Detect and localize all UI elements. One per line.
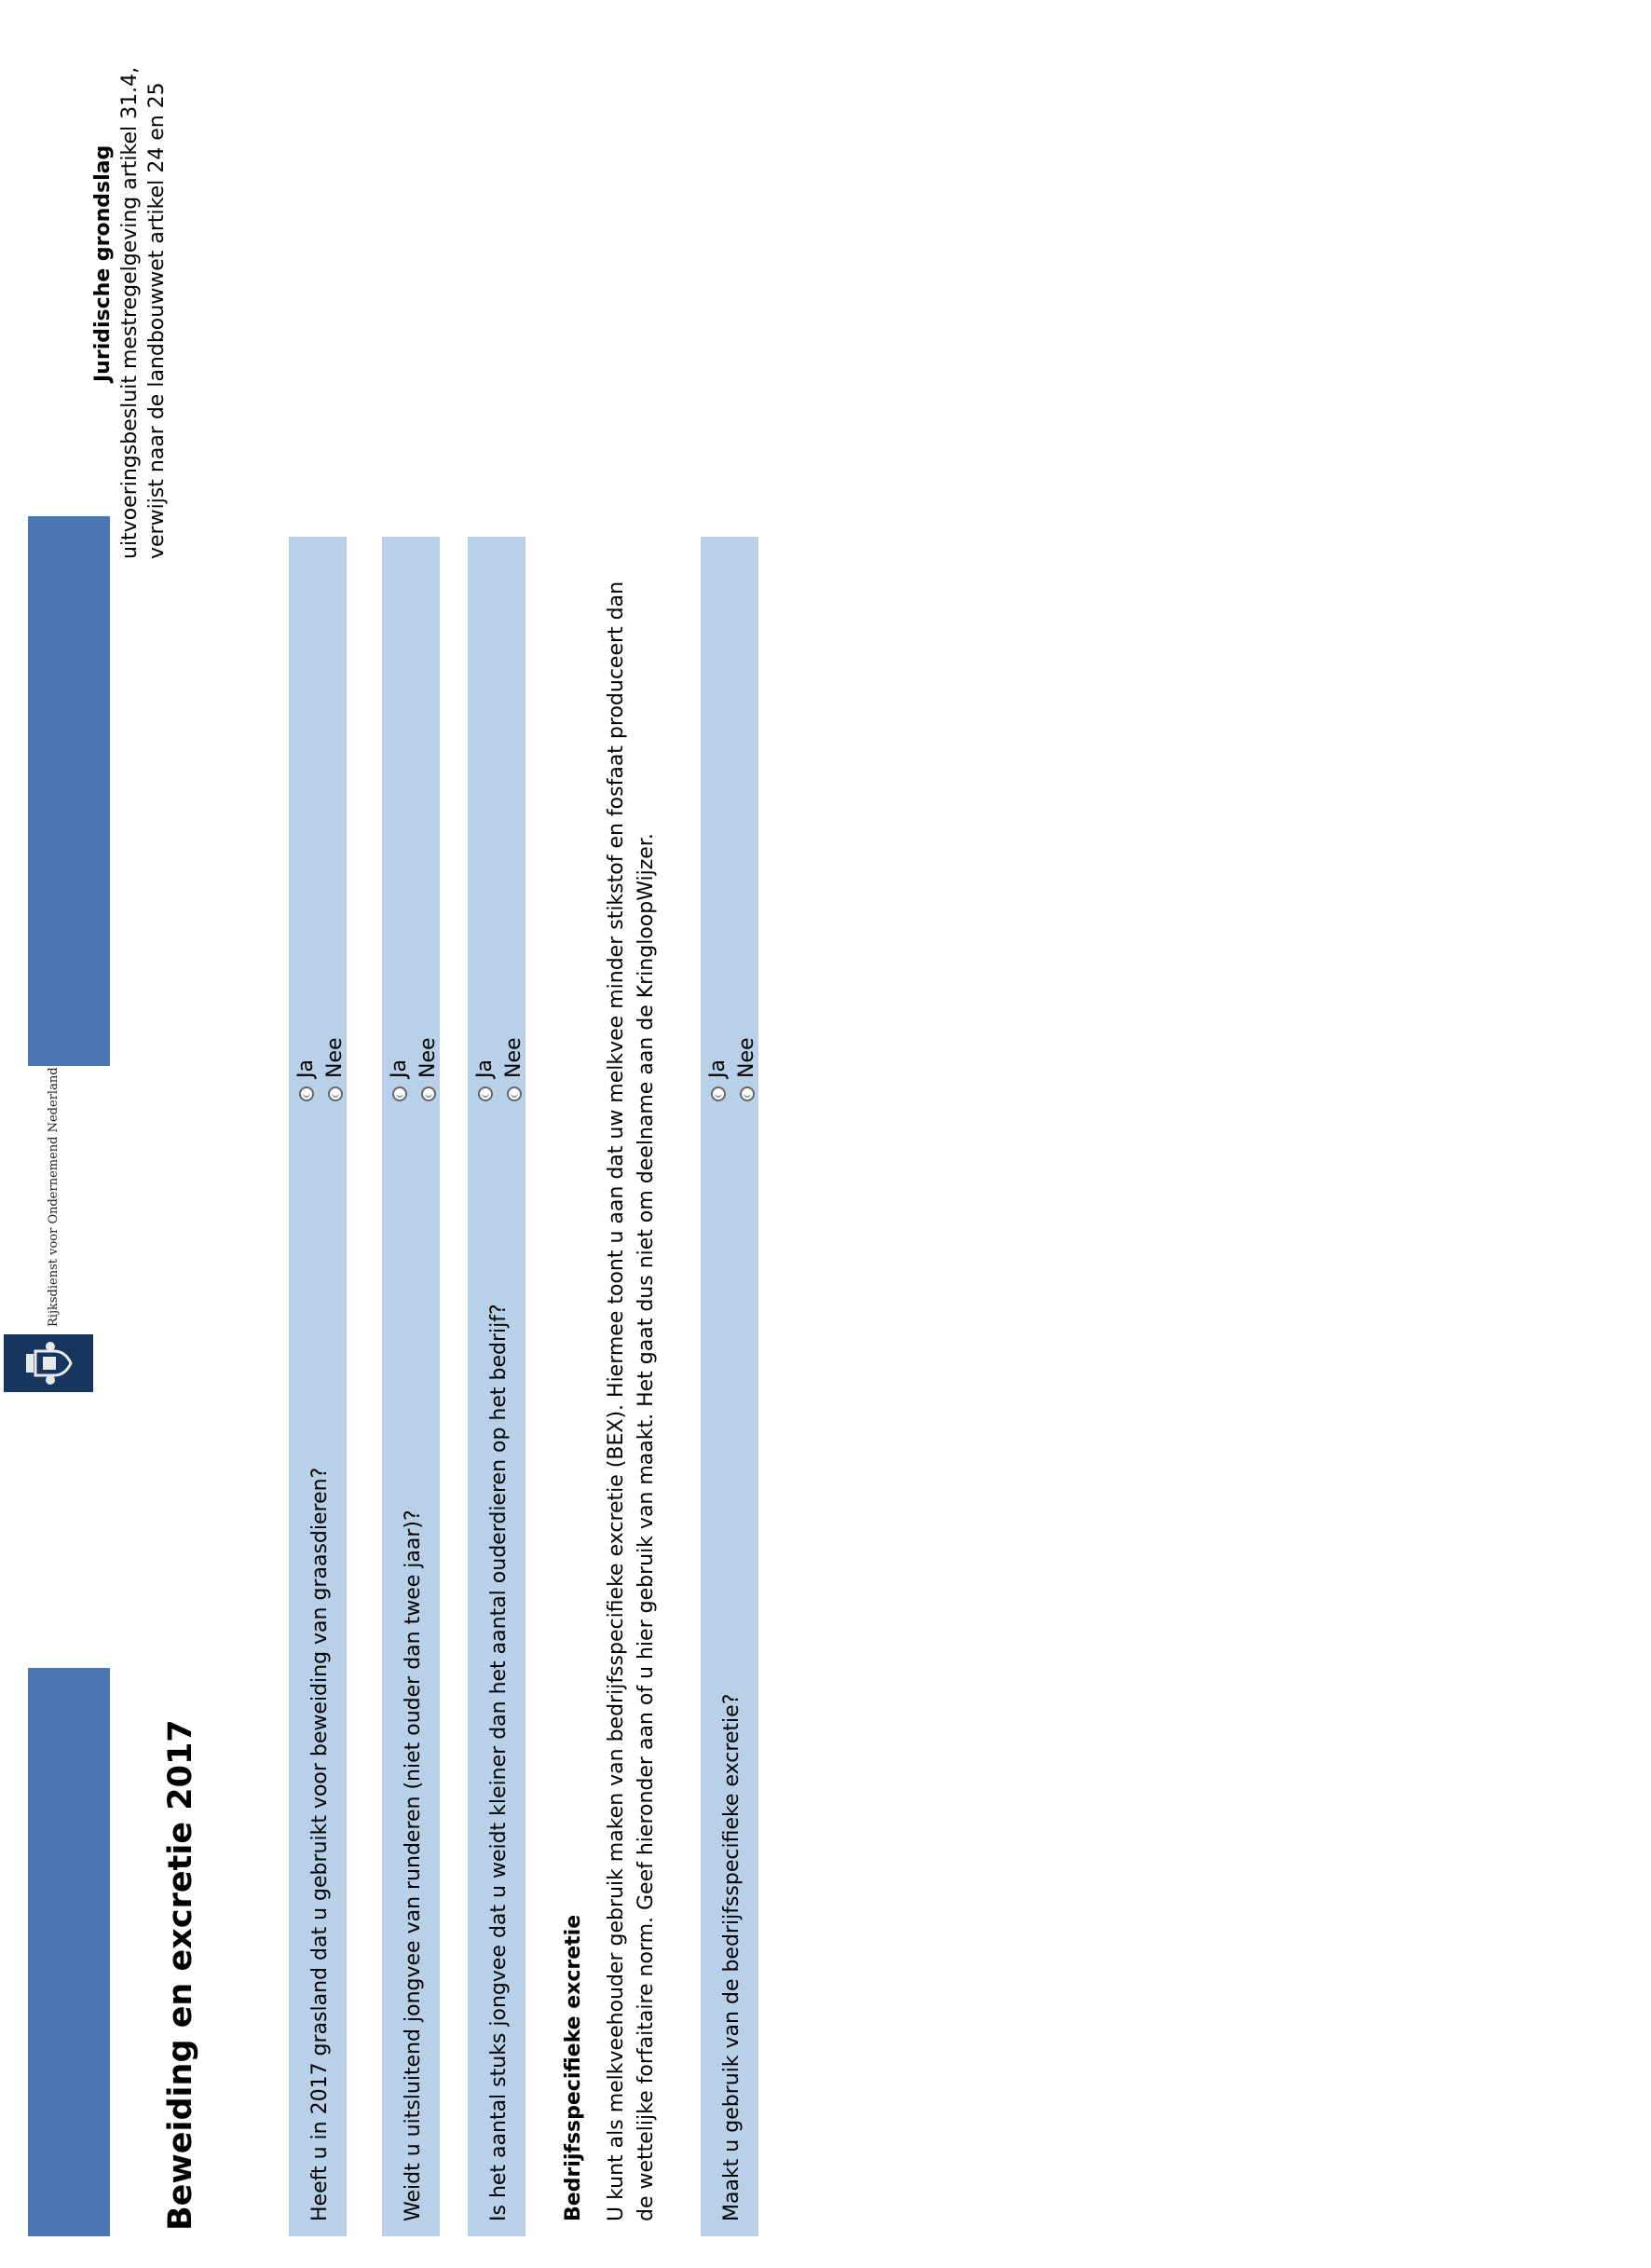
option-label: Nee xyxy=(322,1037,347,1078)
radio-group xyxy=(703,1037,761,1101)
question-row xyxy=(289,537,347,2236)
radio-button[interactable] xyxy=(421,1086,436,1101)
page-title: Beweiding en excretie 2017 xyxy=(162,1719,199,2231)
header-bar-right xyxy=(28,516,110,1066)
legal-basis-title: Juridische grondslag xyxy=(91,144,115,382)
legal-basis xyxy=(89,37,171,559)
option-no[interactable] xyxy=(732,1037,761,1101)
option-label: Nee xyxy=(734,1037,758,1078)
question-text: Heeft u in 2017 grasland dat u gebruikt voor beweiding van graasdieren? xyxy=(308,1467,332,2221)
option-label: Ja xyxy=(472,1059,497,1078)
logo xyxy=(4,1067,125,1392)
option-label: Nee xyxy=(501,1037,525,1078)
option-yes[interactable] xyxy=(292,1037,321,1101)
question-text: Weidt u uitsluitend jongvee van runderen (niet ouder dan twee jaar)? xyxy=(402,1510,425,2221)
radio-button[interactable] xyxy=(478,1086,493,1101)
radio-button[interactable] xyxy=(740,1086,755,1101)
radio-group xyxy=(385,1037,443,1101)
coat-of-arms-icon xyxy=(4,1334,93,1392)
radio-button[interactable] xyxy=(507,1086,522,1101)
header-bar-left xyxy=(28,1668,110,2236)
radio-button[interactable] xyxy=(392,1086,407,1101)
radio-group xyxy=(292,1037,349,1101)
option-no[interactable] xyxy=(321,1037,349,1101)
question-row xyxy=(382,537,440,2236)
radio-button[interactable] xyxy=(711,1086,726,1101)
logo-org-name: Rijksdienst voor Ondernemend Nederland xyxy=(47,1067,61,1327)
question-text: Is het aantal stuks jongvee dat u weidt kleiner dan het aantal ouderdieren op het bedrijf? xyxy=(487,1304,511,2221)
option-label: Ja xyxy=(387,1059,411,1078)
bex-section xyxy=(561,522,662,2236)
option-label: Ja xyxy=(705,1059,730,1078)
option-no[interactable] xyxy=(414,1037,443,1101)
radio-button[interactable] xyxy=(299,1086,314,1101)
radio-button[interactable] xyxy=(328,1086,343,1101)
option-no[interactable] xyxy=(499,1037,528,1101)
option-label: Ja xyxy=(293,1059,318,1078)
question-text: Maakt u gebruik van de bedrijfsspecifieke excretie? xyxy=(720,1693,744,2221)
question-row xyxy=(701,537,758,2236)
radio-group xyxy=(471,1037,528,1101)
option-label: Nee xyxy=(416,1037,440,1078)
option-yes[interactable] xyxy=(703,1037,732,1101)
option-yes[interactable] xyxy=(471,1037,499,1101)
question-row xyxy=(468,537,525,2236)
legal-basis-text: uitvoeringsbesluit mestregelgeving artikel 31.4, verwijst naar de landbouwwet artikel 24 en 25 xyxy=(118,66,169,559)
section-heading: Bedrijfsspecifieke excretie xyxy=(562,1914,585,2221)
section-body: U kunt als melkveehouder gebruik maken van bedrijfsspecifieke excretie (BEX). Hiermee toont u aan dat uw melkvee minder stikstof en fosfaat produceert dan de wettelijke forfaitaire norm. Geef hieronder aan of u hier gebruik van maakt. Het gaat dus niet om deelname aan de KringloopWijzer. xyxy=(605,581,658,2221)
option-yes[interactable] xyxy=(385,1037,414,1101)
